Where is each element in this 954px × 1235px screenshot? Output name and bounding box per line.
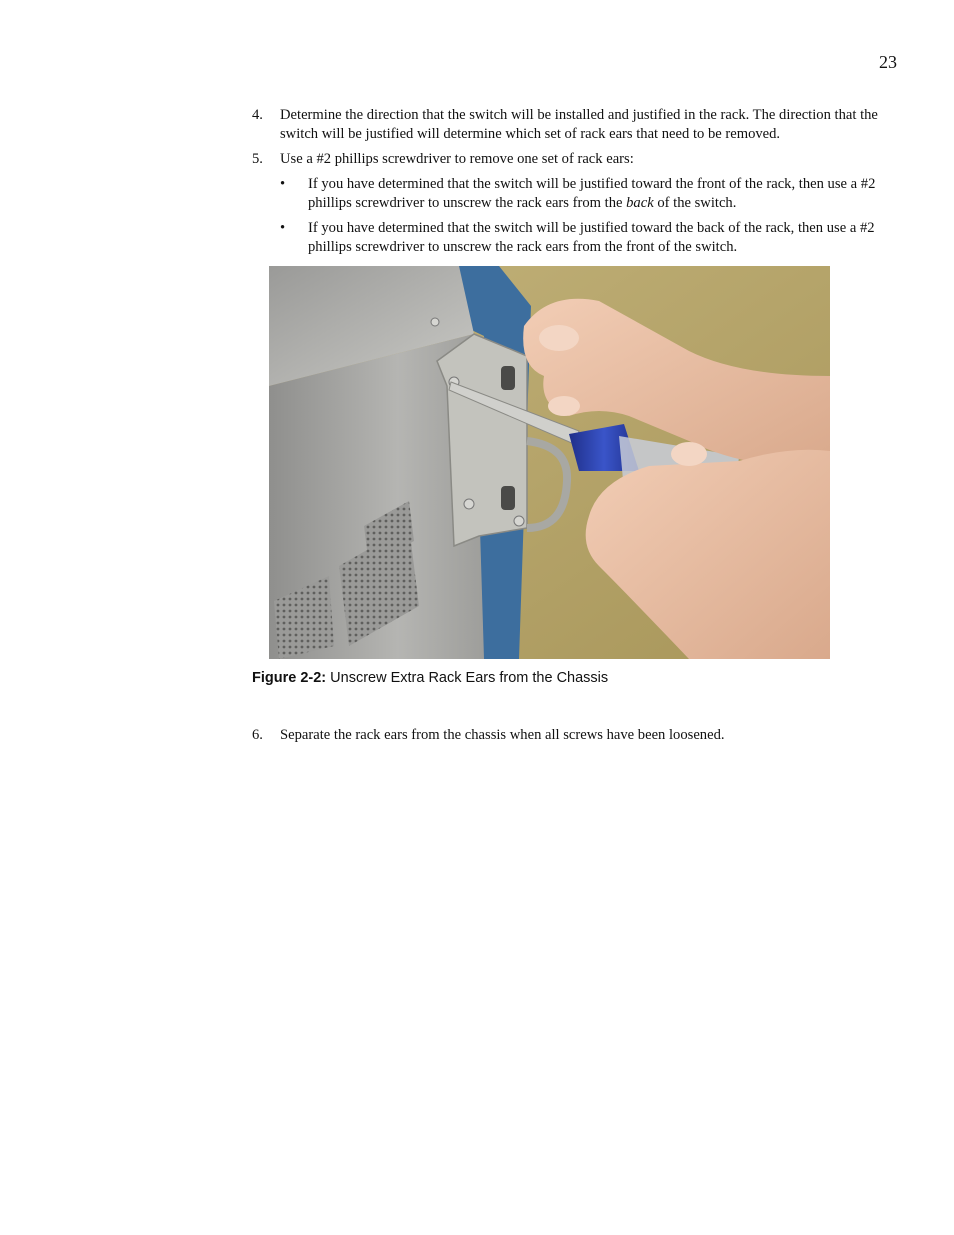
- bullet-text-part: If you have determined that the switch will be justified toward the front of the rack, then use a #2 phillips screwdriver to unscrew the rack ears from the: [308, 176, 876, 211]
- step-number: 6.: [252, 727, 263, 743]
- figure-photo: [269, 266, 830, 659]
- fingernail: [539, 325, 579, 351]
- bullet-item: [280, 175, 897, 213]
- bullet-icon: •: [280, 220, 286, 236]
- bullet-text-part: of the switch.: [653, 195, 737, 211]
- fingernail: [671, 442, 707, 466]
- step-text: Separate the rack ears from the chassis when all screws have been loosened.: [280, 727, 725, 743]
- instruction-list: [252, 106, 897, 263]
- fingernail: [548, 396, 580, 416]
- bullet-text: If you have determined that the switch will be justified toward the back of the rack, then use a #2 phillips screwdriver to unscrew the rack ears from the front of the switch.: [308, 220, 875, 255]
- step-6: [252, 726, 897, 751]
- step-number: 4.: [252, 107, 263, 123]
- step-4: [252, 106, 897, 144]
- figure-label: Figure 2-2:: [252, 670, 327, 686]
- screw-icon: [431, 318, 439, 326]
- bullet-icon: •: [280, 176, 286, 192]
- screw-icon: [514, 516, 524, 526]
- figure-caption: [252, 670, 608, 686]
- bullet-item: [280, 219, 897, 257]
- step-text: Use a #2 phillips screwdriver to remove one set of rack ears:: [280, 151, 634, 167]
- figure-title: Unscrew Extra Rack Ears from the Chassis: [330, 670, 609, 686]
- bracket-slot: [501, 486, 515, 510]
- step-number: 5.: [252, 151, 263, 167]
- page-number: 23: [879, 52, 897, 72]
- step-5: [252, 150, 897, 169]
- bullet-text: [308, 175, 897, 213]
- screw-icon: [464, 499, 474, 509]
- bullet-list: [280, 175, 897, 257]
- emphasis-text: back: [626, 195, 654, 211]
- photo-illustration: [269, 266, 830, 659]
- step-text: Determine the direction that the switch will be installed and justified in the rack. The direction that the switch will be justified will determine which set of rack ears that need to be removed.: [280, 107, 878, 142]
- bracket-slot: [501, 366, 515, 390]
